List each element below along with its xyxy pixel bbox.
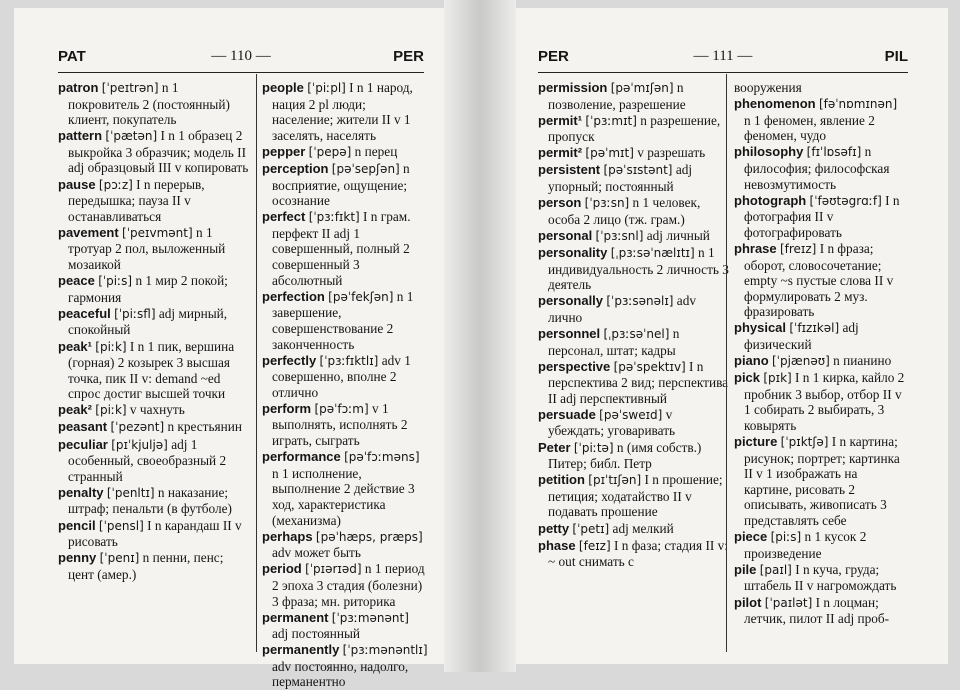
headword: performance xyxy=(262,449,341,465)
definition: n 1 кусок 2 произведение xyxy=(744,529,867,561)
definition: I n грам. перфект II adj 1 совершенный, полный 2 совершенный 3 абсолютный xyxy=(272,209,411,288)
headword: persistent xyxy=(538,162,601,178)
headword: piano xyxy=(734,353,769,369)
right-column-1 xyxy=(538,80,730,660)
transcription: [ˈpɜːsnl] xyxy=(595,228,644,243)
transcription: [paɪl] xyxy=(759,562,792,577)
dictionary-entry xyxy=(734,193,906,241)
dictionary-entry xyxy=(538,359,730,407)
definition: n пианино xyxy=(829,353,892,369)
transcription: [ˈfɪzɪkəl] xyxy=(789,321,840,336)
dictionary-entry xyxy=(734,562,906,594)
left-column-1 xyxy=(58,80,250,660)
headword: penalty xyxy=(58,484,104,500)
dictionary-entry xyxy=(734,241,906,320)
headword: picture xyxy=(734,434,778,450)
headword: perfectly xyxy=(262,352,317,368)
definition: I n куча, груда; штабель II v нагромождать xyxy=(744,561,897,594)
headword: peasant xyxy=(58,419,108,435)
transcription: [pəˈhæps, præps] xyxy=(315,529,423,544)
headword: personnel xyxy=(538,325,601,341)
transcription: [pəˈfekʃən] xyxy=(328,289,394,304)
dictionary-entry xyxy=(538,245,730,293)
headword: people xyxy=(262,80,304,95)
headword: peculiar xyxy=(58,436,108,452)
definition: n персонал, штат; кадры xyxy=(548,325,680,358)
definition: adj упорный; постоянный xyxy=(548,162,693,195)
dictionary-entry xyxy=(734,353,906,370)
dictionary-entry xyxy=(262,610,428,642)
dictionary-entry xyxy=(538,407,730,439)
transcription: [pəˈmɪʃən] xyxy=(610,81,674,95)
transcription: [ˈpætən] xyxy=(105,129,158,144)
dictionary-entry xyxy=(734,144,906,192)
headword: piece xyxy=(734,529,768,545)
transcription: [pɔːz] xyxy=(98,177,133,192)
page-number: — 111 — xyxy=(693,48,753,64)
headword: phenomenon xyxy=(734,96,816,112)
transcription: [ˈpensl] xyxy=(98,518,144,533)
transcription: [pəˈfɔːm] xyxy=(314,401,369,416)
definition: n наказание; штраф; пенальти (в футболе) xyxy=(68,484,232,517)
transcription: [pəˈfɔːməns] xyxy=(344,450,420,465)
transcription: [ˈpɜːsənəlɪ] xyxy=(606,294,674,309)
headword: pilot xyxy=(734,594,762,610)
definition: I n фраза; оборот, словосочетание; empty ~s пустые слова II v формулировать 2 муз. фразировать xyxy=(744,240,894,320)
dictionary-entry xyxy=(58,518,250,550)
definition: adv лично xyxy=(548,293,697,325)
definition: v 1 выполнять, исполнять 2 играть, сыграть xyxy=(272,400,408,449)
page-number: — 110 — xyxy=(211,48,271,64)
transcription: [ˈpɜːfɪkt] xyxy=(308,210,360,225)
dictionary-entry xyxy=(538,195,730,227)
headword: philosophy xyxy=(734,144,804,160)
dictionary-entry xyxy=(734,370,906,433)
headword: perspective xyxy=(538,358,611,374)
definition: adj мелкий xyxy=(609,520,674,536)
dictionary-entry xyxy=(262,401,428,449)
definition: n 1 человек, особа 2 лицо (тж. грам.) xyxy=(548,195,701,227)
transcription: [pəˈmɪt] xyxy=(585,146,634,161)
definition: I n прошение; петиция; ходатайство II v подавать прошение xyxy=(548,472,723,520)
definition: n 1 исполнение, выполнение 2 действие 3 ход, характеристика (механизма) xyxy=(272,465,415,528)
dictionary-entry xyxy=(262,161,428,209)
definition: I n фотография II v фотографировать xyxy=(744,192,900,240)
dictionary-entry xyxy=(58,273,250,305)
definition: I n 1 кирка, кайло 2 пробник 3 выбор, отбор II v 1 собирать 2 выбирать, 3 ковырять xyxy=(744,370,905,433)
headword: permit¹ xyxy=(538,112,583,128)
right-column-2 xyxy=(734,80,906,660)
dictionary-entry xyxy=(58,419,250,436)
definition: n (имя собств.) Питер; библ. Петр xyxy=(548,439,702,472)
dictionary-entry xyxy=(262,80,428,143)
transcription: [ˈpiːsfl] xyxy=(114,306,156,321)
headword: perhaps xyxy=(262,528,313,544)
dictionary-entry xyxy=(58,177,250,225)
headword: peak¹ xyxy=(58,338,92,354)
headword: petition xyxy=(538,472,585,488)
dictionary-entry xyxy=(538,521,730,538)
definition: n 1 период 2 эпоха 3 стадия (болезни) 3 фраза; мн. риторика xyxy=(272,561,425,609)
dictionary-entry xyxy=(734,96,906,144)
transcription: [pɪˈtɪʃən] xyxy=(588,473,642,488)
dictionary-entry xyxy=(538,162,730,194)
headword: perception xyxy=(262,160,329,176)
transcription: [ˌpɜːsəˈnel] xyxy=(603,326,670,341)
transcription: [freɪz] xyxy=(779,241,817,256)
dictionary-entry xyxy=(262,642,428,690)
transcription: [ˈpeɪvmənt] xyxy=(122,225,193,240)
definition: I n карандаш II v рисовать xyxy=(68,517,242,550)
definition: n 1 завершение, совершенствование 2 законченность xyxy=(272,288,414,352)
definition: I n 1 пик, вершина (горная) 2 козырек 3 высшая точка, пик II v: demand ~ed спрос достиг высшей точки xyxy=(68,338,235,402)
dictionary-entry xyxy=(58,437,250,485)
dictionary-entry xyxy=(262,353,428,401)
dictionary-entry xyxy=(538,293,730,325)
definition: I n перспектива 2 вид; перспектива II adj перспективный xyxy=(548,358,729,406)
transcription: [ˈpiːs] xyxy=(98,274,133,289)
definition: n разрешение, пропуск xyxy=(548,112,721,145)
headword: permanent xyxy=(262,609,329,625)
headword: period xyxy=(262,561,302,577)
definition: n 1 феномен, явление 2 феномен, чудо xyxy=(744,112,875,144)
transcription: [piːs] xyxy=(770,530,802,545)
definition: adj мирный, спокойный xyxy=(68,305,228,338)
headword: pause xyxy=(58,176,96,192)
definition: v убеждать; уговаривать xyxy=(548,406,676,439)
header-last-word: PIL xyxy=(884,48,908,65)
headword: phrase xyxy=(734,240,777,256)
left-page xyxy=(14,8,444,690)
running-header xyxy=(58,48,424,70)
definition: I n фаза; стадия II v: ~ out снимать с xyxy=(548,537,729,570)
definition: n пенни, пенс; цент (амер.) xyxy=(68,550,224,582)
column-divider xyxy=(256,74,257,652)
headword: personally xyxy=(538,293,604,309)
headword: peak² xyxy=(58,402,92,418)
transcription: [pəˈsweɪd] xyxy=(599,407,663,422)
definition: v чахнуть xyxy=(126,402,185,418)
transcription: [ˈpetɪ] xyxy=(572,521,610,536)
headword: Peter xyxy=(538,439,571,455)
definition: v разрешать xyxy=(633,145,706,161)
definition: I n 1 образец 2 выкройка 3 образчик; модель II adj образцовый III v копировать xyxy=(68,128,249,176)
headword: pile xyxy=(734,561,757,577)
transcription: [ˈpɪktʃə] xyxy=(780,435,829,450)
dictionary-entry xyxy=(58,225,250,273)
dictionary-entry xyxy=(58,339,250,402)
transcription: [ˈpezənt] xyxy=(110,420,165,435)
dictionary-entry xyxy=(538,472,730,520)
dictionary-entry xyxy=(58,306,250,338)
transcription: [ˈpaɪlət] xyxy=(764,595,813,610)
dictionary-entry xyxy=(538,145,730,162)
transcription: [ˈpenltɪ] xyxy=(106,485,155,500)
header-last-word: PER xyxy=(393,48,424,65)
transcription: [ˈpeɪtrən] xyxy=(101,81,159,95)
dictionary-entry xyxy=(262,144,428,161)
definition: n 1 тротуар 2 пол, выложенный мозаикой xyxy=(68,224,226,273)
transcription: [ˈpiːtə] xyxy=(573,440,614,455)
dictionary-entry xyxy=(262,529,428,561)
headword: penny xyxy=(58,550,97,566)
definition: adj 1 особенный, своеобразный 2 странный xyxy=(68,436,227,484)
headword: persuade xyxy=(538,406,596,422)
headword: peace xyxy=(58,273,95,289)
transcription: [pɪk] xyxy=(763,371,792,386)
dictionary-entry xyxy=(538,326,730,358)
headword: pavement xyxy=(58,224,119,240)
definition: adv может быть xyxy=(272,545,361,561)
definition: n позволение, разрешение xyxy=(548,80,686,112)
column-divider xyxy=(726,74,727,652)
headword: phase xyxy=(538,537,576,553)
definition: adj постоянный xyxy=(272,626,360,642)
headword: peaceful xyxy=(58,305,111,321)
dictionary-entry xyxy=(734,434,906,529)
headword: photograph xyxy=(734,192,807,208)
transcription: [pəˈspektɪv] xyxy=(613,359,686,374)
definition: n 1 покровитель 2 (постоянный) клиент, покупатель xyxy=(68,80,230,128)
transcription: [piːk] xyxy=(95,339,127,354)
definition: adv 1 совершенно, вполне 2 отлично xyxy=(272,352,411,400)
transcription: [pəˈsɪstənt] xyxy=(603,163,673,178)
headword: perfect xyxy=(262,209,306,225)
header-first-word: PAT xyxy=(58,48,86,65)
definition: I n перерыв, передышка; пауза II v останавливаться xyxy=(68,176,205,224)
headword: perform xyxy=(262,400,312,416)
transcription: [fɪˈlɒsəfɪ] xyxy=(806,145,862,160)
headword: pencil xyxy=(58,517,96,533)
dictionary-entry xyxy=(538,440,730,472)
headword: permit² xyxy=(538,145,583,161)
dictionary-entry xyxy=(58,485,250,517)
transcription: [ˌpɜːsəˈnælɪtɪ] xyxy=(610,245,695,260)
headword: physical xyxy=(734,320,787,336)
transcription: [ˈpɜːfɪktlɪ] xyxy=(319,353,379,368)
definition: n перец xyxy=(351,143,398,159)
dictionary-entry xyxy=(262,449,428,528)
headword: pattern xyxy=(58,128,103,144)
definition: adj физический xyxy=(744,320,859,352)
transcription: [ˈfəʊtəgrɑːf] xyxy=(809,193,882,208)
transcription: [ˈpepə] xyxy=(308,144,352,159)
transcription: [ˈpɪərɪəd] xyxy=(305,562,362,577)
definition: adv постоянно, надолго, перманентно xyxy=(272,658,409,690)
transcription: [ˈpɜːsn] xyxy=(584,196,630,211)
transcription: [feɪz] xyxy=(578,538,611,553)
book-gutter xyxy=(444,0,516,672)
dictionary-entry xyxy=(262,289,428,352)
dictionary-entry xyxy=(58,128,250,176)
dictionary-entry xyxy=(538,113,730,145)
header-rule xyxy=(58,72,424,73)
transcription: [fəˈnɒmɪnən] xyxy=(818,97,898,112)
headword: permission xyxy=(538,80,608,95)
dictionary-entry xyxy=(262,209,428,288)
definition: n 1 индивидуальность 2 личность 3 деятель xyxy=(548,244,729,293)
transcription: [ˈpiːpl] xyxy=(307,81,346,95)
headword: petty xyxy=(538,520,570,536)
dictionary-entry xyxy=(58,80,250,128)
dictionary-entry xyxy=(58,402,250,419)
running-header xyxy=(538,48,908,70)
transcription: [pɪˈkjuljə] xyxy=(111,437,168,452)
headword: permanently xyxy=(262,642,340,658)
definition: n крестьянин xyxy=(164,419,243,435)
headword: person xyxy=(538,195,582,211)
transcription: [ˈpɜːmɪt] xyxy=(585,113,637,128)
dictionary-entry xyxy=(538,228,730,245)
headword: personality xyxy=(538,244,608,260)
definition: n философия; философская невозмутимость xyxy=(744,144,890,192)
dictionary-entry xyxy=(262,561,428,609)
header-rule xyxy=(538,72,908,73)
headword: pick xyxy=(734,370,761,386)
definition: I n лоцман; летчик, пилот II adj проб- xyxy=(744,594,890,627)
dictionary-entry xyxy=(734,320,906,352)
dictionary-entry xyxy=(538,538,730,570)
transcription: [ˈpjænəʊ] xyxy=(772,354,830,369)
headword: pepper xyxy=(262,143,306,159)
left-column-2 xyxy=(262,80,428,690)
dictionary-entry xyxy=(734,595,906,627)
dictionary-entry xyxy=(58,550,250,582)
headword: perfection xyxy=(262,288,325,304)
definition: adj личный xyxy=(643,227,710,243)
transcription: [pəˈsepʃən] xyxy=(331,161,400,176)
transcription: [ˈpenɪ] xyxy=(99,551,140,566)
definition: n 1 мир 2 покой; гармония xyxy=(68,273,228,305)
definition: вооружения xyxy=(734,80,802,95)
dictionary-entry xyxy=(734,529,906,561)
transcription: [piːk] xyxy=(95,403,127,418)
headword: personal xyxy=(538,227,593,243)
dictionary-entry xyxy=(538,80,730,112)
definition: I n 1 народ, нация 2 pl люди; население; жители II v 1 заселять, населять xyxy=(272,80,413,143)
dictionary-entry xyxy=(734,80,906,96)
transcription: [ˈpɜːmənənt] xyxy=(331,610,409,625)
transcription: [ˈpɜːmənəntlɪ] xyxy=(342,643,428,658)
definition: n восприятие, ощущение; осознание xyxy=(272,160,410,209)
right-page xyxy=(516,8,948,664)
definition: I n картина; рисунок; портрет; картинка II v 1 изображать на картине, рисовать 2 описывать, живописать 3 представлять себе xyxy=(744,434,900,529)
header-first-word: PER xyxy=(538,48,569,65)
headword: patron xyxy=(58,80,99,95)
